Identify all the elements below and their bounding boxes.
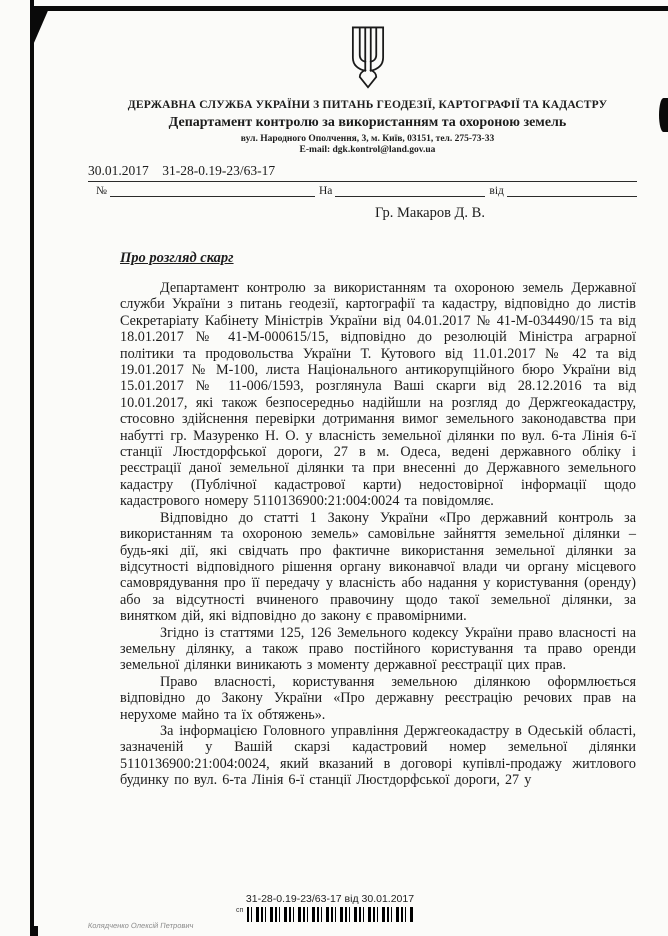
executor-name: Колядченко Олексій Петрович bbox=[87, 921, 195, 930]
addressee: Гр. Макаров Д. В. bbox=[375, 205, 485, 221]
vid-label: від bbox=[489, 185, 504, 197]
no-blank-line bbox=[110, 183, 315, 197]
scan-mark-bottom-left bbox=[30, 926, 38, 936]
body-paragraph: Департамент контролю за використанням та охороною земель Державної служби України з питань геодезії, картографії та кадастру, відповідно до листів Секретаріату Кабінету Міністрів України від 04.01.2017 № 41-М-034490/15 та від 18.01.2017 № 41-М-000615/15, відповідно до резолюцій Міністра аграрної політики та продовольства України Т. Кутового від 11.01.2017 № 42 та від 19.01.2017 № М-100, листа Національного антикорупційного бюро України від 15.01.2017 № 11-006/1593, розглянула Ваші скарги від 28.12.2016 та від 10.01.2017, які також безпосередньо надійшли на розгляд до Держгеокадастру, стосовно здійснення перевірки дотримання вимог земельного законодавства при набутті гр. Мазуренко Н. О. у власність земельної ділянки по вул. 6-та Лінія 6-ї станції Люстдорфської дороги, 27 в м. Одеса, ведені державного обліку і реєстрації даної земельної ділянки та при внесенні до Державного земельного кадастру (Публічної кадастрової карти) недостовірної інформації щодо кадастрового номеру 5110136900:21:004:0024 та повідомляє. bbox=[120, 280, 636, 510]
scan-blob-right bbox=[659, 98, 668, 132]
body-paragraph: Відповідно до статті 1 Закону України «Про державний контроль за використанням та охороною земель» самовільне зайняття земельної ділянки – будь-які дії, які свідчать про фактичне використання земельної ділянки за відсутності відповідного рішення органу виконавчої влади чи органу місцевого самоврядування про її передачу у власність або надання у користування (оренду) або за відсутності вчиненого правочину щодо такої земельної ділянки, за винятком дій, які відповідно до закону є правомірними. bbox=[120, 509, 636, 625]
reference-fill-line bbox=[96, 183, 637, 197]
na-label: На bbox=[318, 185, 333, 197]
no-label: № bbox=[96, 185, 107, 197]
subject-line: Про розгляд скарг bbox=[120, 250, 234, 266]
org-name: ДЕРЖАВНА СЛУЖБА УКРАЇНИ З ПИТАНЬ ГЕОДЕЗІЇ, КАРТОГРАФІЇ ТА КАДАСТРУ bbox=[127, 99, 608, 111]
barcode bbox=[247, 907, 415, 922]
body-paragraph: За інформацією Головного управління Держгеокадастру в Одеській області, зазначеній у Вашій скарзі кадастровий номер земельної ділянки 5110136900:21:004:0024, який вказаний в договорі купівлі-продажу житлового будинку по вул. 6-та Лінія 6-ї станції Люстдорфської дороги, 27 у bbox=[120, 722, 636, 789]
outgoing-date-number: 30.01.2017 31-28-0.19-23/63-17 bbox=[88, 163, 637, 182]
registration-stamp-text: 31-28-0.19-23/63-17 від 30.01.2017 bbox=[245, 893, 415, 905]
letterhead bbox=[95, 24, 640, 156]
barcode-prefix: сп bbox=[236, 907, 244, 914]
scan-edge-left bbox=[30, 0, 34, 936]
registration-barcode-block bbox=[236, 907, 415, 922]
letter-body bbox=[120, 280, 636, 789]
na-blank-line bbox=[335, 183, 485, 197]
vid-blank-line bbox=[507, 183, 637, 197]
body-paragraph: Право власності, користування земельною ділянкою оформлюється відповідно до Закону України «Про державну реєстрацію речових прав на нерухоме майно та їх обтяжень». bbox=[120, 673, 636, 723]
department-name: Департамент контролю за використанням та охороною земель bbox=[168, 115, 567, 130]
scan-edge-top bbox=[30, 6, 668, 11]
body-paragraph: Згідно із статтями 125, 126 Земельного кодексу України право власності на земельну ділянку, а також право постійного користування та право оренди земельної ділянки виникають з моменту державної реєстрації цих прав. bbox=[120, 624, 636, 674]
ukraine-trident-icon bbox=[345, 24, 391, 95]
org-email: E-mail: dgk.kontrol@land.gov.ua bbox=[299, 145, 436, 155]
org-address: вул. Народного Ополчення, 3, м. Київ, 03151, тел. 275-73-33 bbox=[240, 134, 495, 144]
